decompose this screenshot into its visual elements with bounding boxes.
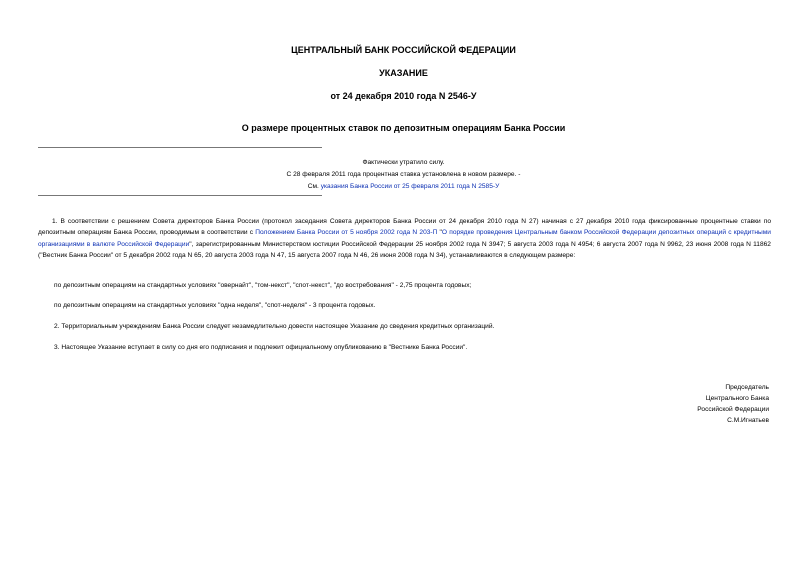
document-date-number: от 24 декабря 2010 года N 2546-У bbox=[330, 91, 477, 101]
rate-item: по депозитным операциям на стандартных условиях "овернайт", "том-некст", "спот-некст", "до востребования" - 2,75 процента годовых; bbox=[54, 282, 472, 289]
regulation-203p-link[interactable]: Положением Банка России от 5 ноября 2002 года N 203-П bbox=[255, 229, 438, 237]
status-note-line3 bbox=[0, 181, 807, 193]
signatory-title-3: Российской Федерации bbox=[697, 406, 769, 413]
paragraph-1 bbox=[38, 216, 771, 262]
document-type: УКАЗАНИЕ bbox=[379, 68, 428, 78]
bottom-divider bbox=[38, 195, 322, 196]
signatory-title-2: Центрального Банка bbox=[705, 395, 769, 402]
amending-directive-link[interactable]: указания Банка России от 25 февраля 2011 года N 2585-У bbox=[320, 183, 500, 190]
paragraph-3: 3. Настоящее Указание вступает в силу со дня его подписания и подлежит официальному опубликованию в "Вестнике Банка России". bbox=[54, 344, 468, 351]
rate-item: по депозитным операциям на стандартных условиях "одна неделя", "спот-неделя" - 3 процента годовых. bbox=[54, 302, 376, 309]
paragraph-1-text-b: " bbox=[437, 229, 442, 237]
paragraph-1-text-a: 1. В соответствии с решением Совета директоров Банка России (протокол заседания Совета директоров Банка России от 24 декабря 2010 года N 27) начиная с 27 декабря 2010 года фиксированные процентные ставки по депозитным операциям Банка России, проводимым в соответствии с bbox=[38, 218, 771, 237]
signatory-name: С.М.Игнатьев bbox=[727, 417, 769, 424]
status-note-prefix: См. bbox=[307, 183, 321, 190]
org-title: ЦЕНТРАЛЬНЫЙ БАНК РОССИЙСКОЙ ФЕДЕРАЦИИ bbox=[291, 45, 516, 55]
regulation-title-link[interactable]: О порядке проведения Центральным банком Российской Федерации депозитных операций с кредитными организациями в валюте Российской Федерации bbox=[38, 229, 771, 248]
document-subject: О размере процентных ставок по депозитным операциям Банка России bbox=[241, 123, 566, 133]
top-divider bbox=[38, 147, 322, 148]
status-note-line1: Фактически утратило силу. bbox=[362, 159, 445, 166]
paragraph-2: 2. Территориальным учреждениям Банка России следует незамедлительно довести настоящее Указание до сведения кредитных организаций. bbox=[54, 323, 495, 330]
paragraph-1-text-c: ", зарегистрированным Министерством юстиции Российской Федерации 25 ноября 2002 года N 3947; 5 августа 2003 года N 4954; 6 августа 2007 года N 9962, 23 июня 2008 года N 11862 ("Вестник Банка России" от 5 декабря 2002 года N 65, 20 августа 2003 года N 47, 15 августа 2007 года N 46, 26 июня 2008 года N 34), устанавливаются в следующем размере: bbox=[38, 240, 771, 260]
status-note-line2: С 28 февраля 2011 года процентная ставка установлена в новом размере. - bbox=[286, 171, 521, 178]
signatory-title-1: Председатель bbox=[725, 384, 769, 391]
